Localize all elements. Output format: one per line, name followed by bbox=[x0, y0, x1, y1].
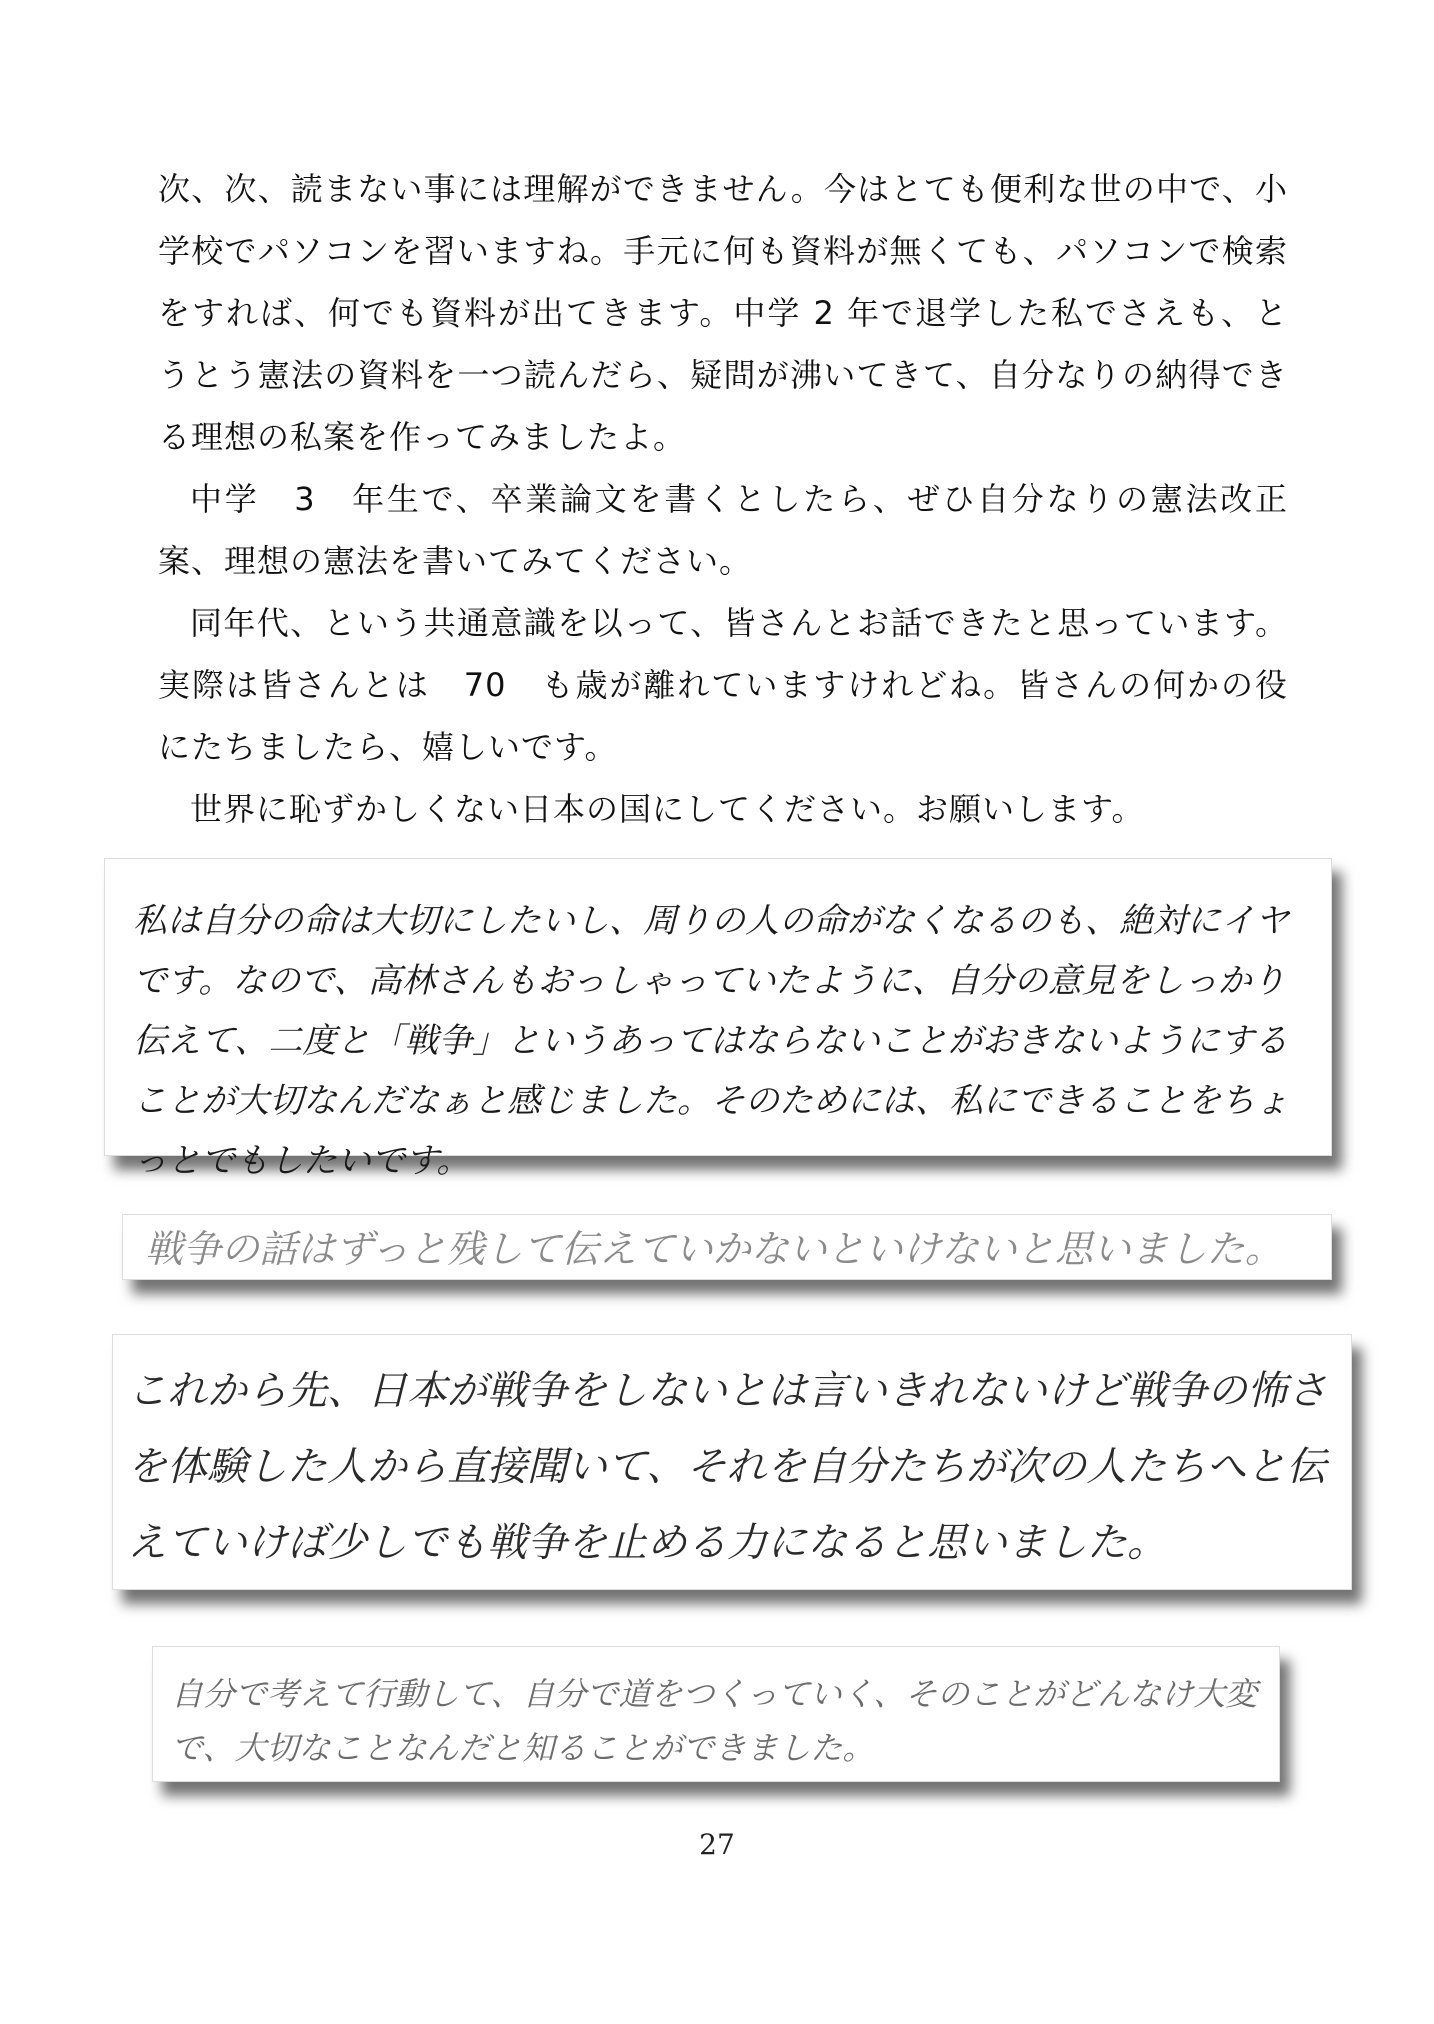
handwritten-comment: 私は自分の命は大切にしたいし、周りの人の命がなくなるのも、絶対にイヤです。なので、高林さんもおっしゃっていたように、自分の意見をしっかり伝えて、二度と「戦争」というあってはならないことがおきないようにすることが大切なんだなぁと感じました。そのためには、私にできることをちょっとでもしたいです。 bbox=[133, 901, 1289, 1181]
paragraph: 同年代、という共通意識を以って、皆さんとお話できたと思っています。実際は皆さんとは 70 も歳が離れていますけれどね。皆さんの何かの役にたちましたら、嬉しいです。 bbox=[158, 604, 1288, 766]
handwritten-comment: 自分で考えて行動して、自分で道をつくっていく、そのことがどんなけ大変で、大切なことなんだと知ることができました。 bbox=[171, 1675, 1258, 1767]
page-number: 27 bbox=[699, 1828, 735, 1861]
paragraph: 次、次、読まない事には理解ができません。今はとても便利な世の中で、小学校でパソコンを習いますね。手元に何も資料が無くても、パソコンで検索をすれば、何でも資料が出てきます。中学 2 年で退学した私でさえも、とうとう憲法の資料を一つ読んだら、疑問が沸いてきて、自分なりの納得できる理想の私案を作ってみましたよ。 bbox=[158, 170, 1288, 456]
paragraph: 中学 3 年生で、卒業論文を書くとしたら、ぜひ自分なりの憲法改正案、理想の憲法を書いてみてください。 bbox=[158, 480, 1288, 580]
handwritten-comment: 戦争の話はずっと残して伝えていかないといけないと思いました。 bbox=[145, 1227, 1283, 1271]
handwritten-comment-card bbox=[122, 1214, 1332, 1280]
paragraph: 世界に恥ずかしくない日本の国にしてください。お願いします。 bbox=[190, 790, 1145, 828]
body-text bbox=[158, 158, 1288, 840]
handwritten-comment: これから先、日本が戦争をしないとは言いきれないけど戦争の怖さを体験した人から直接聞いて、それを自分たちが次の人たちへと伝えていけば少しでも戦争を止める力になると思いました。 bbox=[127, 1368, 1327, 1566]
handwritten-comment-card bbox=[152, 1646, 1280, 1782]
handwritten-comment-card bbox=[112, 1334, 1352, 1590]
handwritten-comment-card bbox=[104, 858, 1332, 1181]
